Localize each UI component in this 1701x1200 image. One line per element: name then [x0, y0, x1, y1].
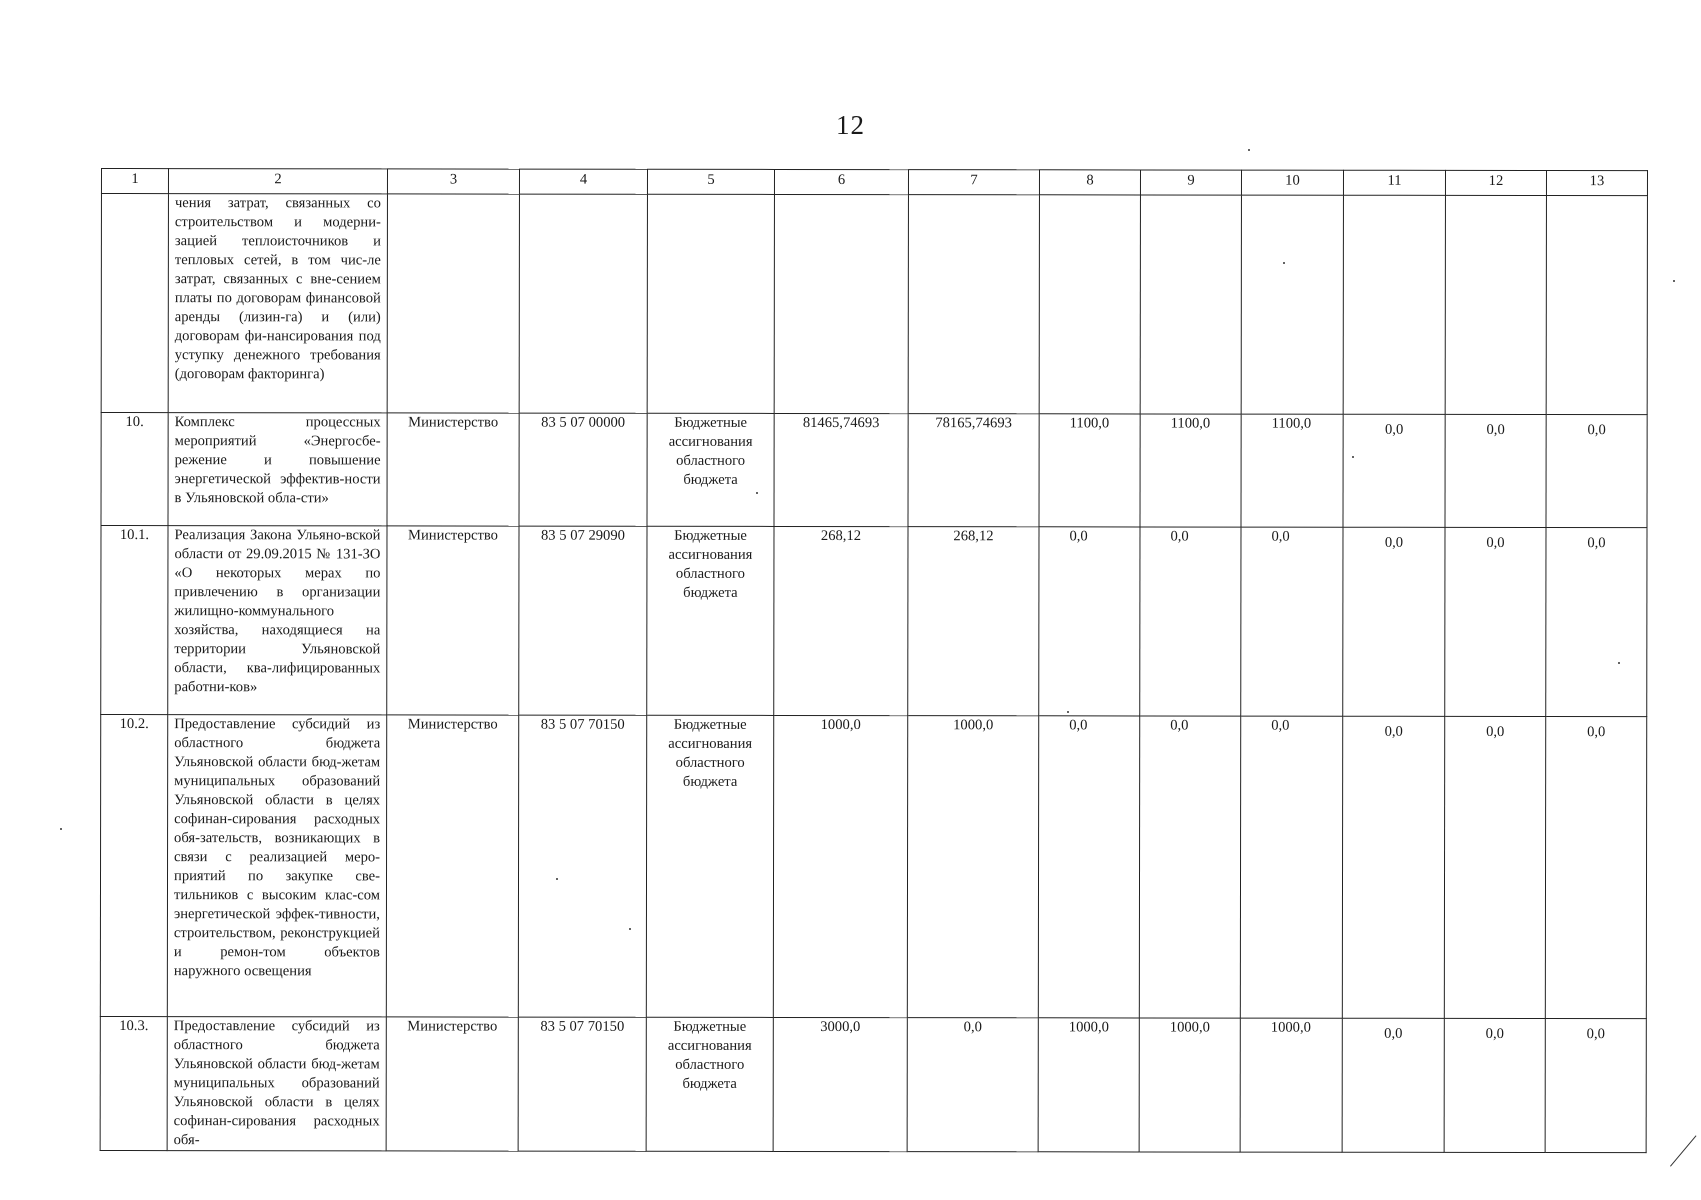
scan-speck	[1283, 262, 1285, 264]
column-number: 7	[908, 170, 1039, 195]
column-number: 4	[519, 169, 647, 194]
row-number: 10.3.	[100, 1016, 167, 1150]
amount-col-11: 0,0	[1343, 414, 1445, 527]
funding-source: Бюджетные ассигнования областного бюджета	[647, 413, 774, 526]
scan-speck	[1352, 456, 1354, 458]
table-row	[100, 715, 1646, 1019]
measure-name: чения затрат, связанных со строительством и модерни-зацией теплоисточников и тепловых сетей, в том чис-ле затрат, связанных с вне-сением платы по договорам финансовой аренды (лизин-га) и (или) договорам фи-нансирования под уступку денежного требования (договорам факторинга)	[168, 194, 387, 413]
funding-source: Бюджетные ассигнования областного бюджета	[647, 526, 774, 715]
budget-code: 83 5 07 00000	[519, 413, 647, 526]
column-number: 8	[1039, 170, 1140, 195]
amount-col-8: 1000,0	[1038, 1018, 1139, 1152]
amount-col-11: 0,0	[1342, 716, 1444, 1018]
table-row	[101, 526, 1647, 717]
amount-col-9: 1000,0	[1139, 1018, 1240, 1152]
amount-col-12: 0,0	[1444, 716, 1545, 1018]
row-number: 10.	[101, 413, 168, 526]
funding-source: Бюджетные ассигнования областного бюджета	[646, 1017, 773, 1151]
table-row	[101, 413, 1647, 528]
amount-col-8: 0,0	[1039, 527, 1140, 716]
scan-speck	[1673, 280, 1675, 282]
page-number: 12	[836, 110, 865, 140]
amount-total: 268,12	[774, 526, 908, 715]
row-number: 10.2.	[100, 715, 167, 1017]
amount-col-13: 0,0	[1545, 1019, 1646, 1153]
measure-name: Предоставление субсидий из областного бюджета Ульяновской области бюд-жетам муниципальных образований Ульяновской области в целях софинан-сирования расходных обя-	[167, 1017, 386, 1151]
amount-col-13: 0,0	[1546, 415, 1647, 528]
executor: Министерство	[387, 526, 519, 715]
measure-name: Комплекс процессных мероприятий «Энергосбе-режение и повышение энергетической эффектив-ности в Ульяновской обла-сти»	[168, 413, 387, 526]
measure-name: Реализация Закона Ульяно-вской области от 29.09.2015 № 131-ЗО «О некоторых мерах по привлечению в организации жилищно-коммунального хозяйства, находящиеся на территории Ульяновской области, ква-лифицированных работни-ков»	[168, 526, 387, 715]
column-number-row	[101, 169, 1647, 196]
budget-table	[100, 168, 1648, 1153]
amount-col-10: 1000,0	[1240, 1018, 1342, 1152]
amount-col-13: 0,0	[1546, 528, 1647, 717]
amount-col-12	[1445, 195, 1546, 414]
amount-col-13	[1546, 196, 1647, 415]
table-row	[101, 194, 1647, 415]
budget-code	[519, 194, 647, 413]
funding-source: Бюджетные ассигнования областного бюджета	[646, 715, 773, 1017]
budget-code: 83 5 07 29090	[519, 526, 647, 715]
scan-speck	[1248, 149, 1250, 151]
amount-col-7	[908, 195, 1039, 414]
amount-col-12: 0,0	[1445, 414, 1546, 527]
column-number: 5	[647, 169, 774, 194]
row-number: 10.1.	[101, 526, 168, 715]
executor: Министерство	[386, 715, 518, 1017]
amount-col-10: 1100,0	[1241, 414, 1343, 527]
amount-col-8: 1100,0	[1039, 414, 1140, 527]
row-number	[101, 194, 168, 413]
amount-col-7: 268,12	[908, 527, 1039, 716]
amount-col-9: 0,0	[1139, 716, 1240, 1018]
amount-col-11: 0,0	[1342, 1018, 1444, 1152]
amount-col-10: 0,0	[1241, 527, 1343, 716]
pen-stroke	[1670, 1135, 1696, 1166]
amount-col-11: 0,0	[1343, 527, 1445, 716]
amount-total: 3000,0	[773, 1017, 907, 1151]
amount-total: 1000,0	[773, 715, 907, 1017]
column-number: 6	[774, 169, 908, 194]
measure-name: Предоставление субсидий из областного бюджета Ульяновской области бюд-жетам муниципальных образований Ульяновской области в целях софинан-сирования расходных обя-зательств, возникающих в связи с реализацией меро-приятий по закупке све-тильников с высоким клас-сом энергетической эффек-тивности, строительством, реконструкцией и ремон-том объектов наружного освещения	[167, 715, 386, 1017]
scan-speck	[1067, 711, 1069, 713]
amount-col-9	[1140, 195, 1241, 414]
scan-speck	[556, 878, 558, 880]
column-number: 11	[1343, 170, 1445, 195]
amount-col-10: 0,0	[1240, 716, 1342, 1018]
amount-total	[774, 194, 908, 413]
amount-col-12: 0,0	[1445, 527, 1546, 716]
column-number: 3	[387, 169, 519, 194]
amount-col-7: 78165,74693	[908, 414, 1039, 527]
amount-total: 81465,74693	[774, 413, 908, 526]
amount-col-11	[1343, 195, 1445, 414]
amount-col-12: 0,0	[1444, 1018, 1545, 1152]
amount-col-8: 0,0	[1038, 716, 1139, 1018]
column-number: 9	[1140, 170, 1241, 195]
column-number: 12	[1445, 170, 1546, 195]
amount-col-7: 1000,0	[907, 716, 1038, 1018]
column-number: 10	[1241, 170, 1343, 195]
executor: Министерство	[387, 413, 519, 526]
amount-col-9: 1100,0	[1140, 414, 1241, 527]
scan-speck	[629, 928, 631, 930]
scan-speck	[1618, 662, 1620, 664]
column-number: 1	[101, 169, 168, 194]
budget-code: 83 5 07 70150	[518, 1017, 646, 1151]
table-row	[100, 1016, 1646, 1152]
amount-col-8	[1039, 195, 1140, 414]
executor	[387, 194, 519, 413]
amount-col-7: 0,0	[907, 1018, 1038, 1152]
funding-source	[647, 194, 774, 413]
amount-col-13: 0,0	[1545, 717, 1646, 1019]
budget-code: 83 5 07 70150	[518, 715, 646, 1017]
amount-col-9: 0,0	[1140, 527, 1241, 716]
column-number: 13	[1546, 171, 1647, 196]
scan-speck	[756, 492, 758, 494]
amount-col-10	[1241, 195, 1343, 414]
scan-speck	[60, 828, 62, 830]
executor: Министерство	[386, 1017, 518, 1151]
column-number: 2	[168, 169, 387, 194]
